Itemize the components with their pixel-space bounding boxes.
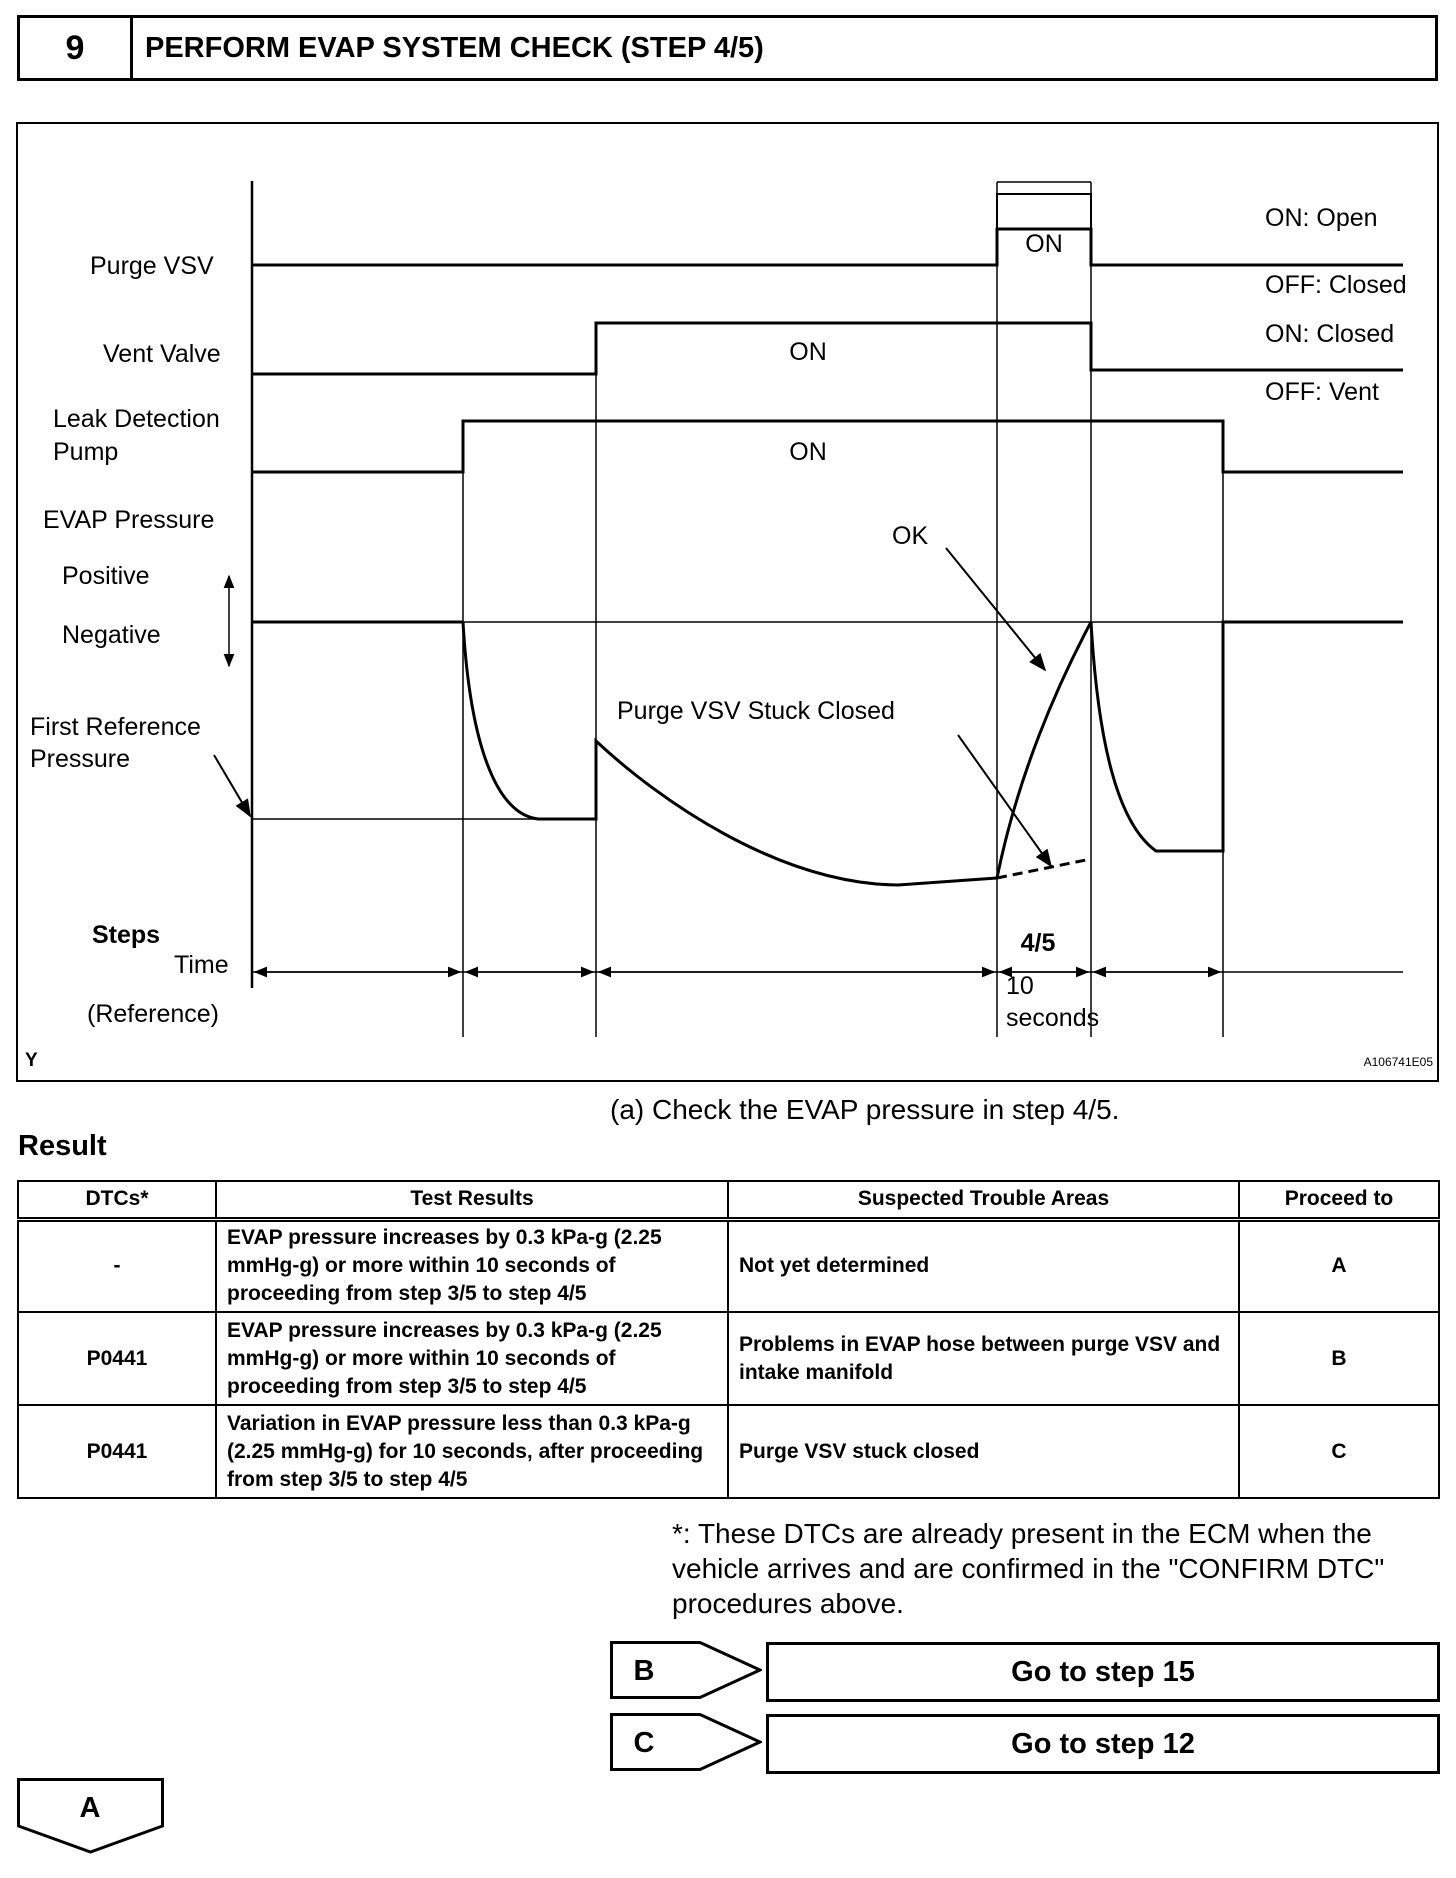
ok-pointer [946,548,1045,670]
label-leak-pump-2: Pump [53,438,119,466]
table-row [18,1405,1439,1498]
timing-diagram-svg [18,124,1441,1084]
label-positive: Positive [62,562,150,590]
result-table [17,1180,1440,1499]
proceed-c-letter: C [633,1727,655,1759]
duration-unit: seconds [1006,1004,1100,1032]
ok-pressure-rise [997,622,1091,878]
duration-value: 10 [1006,972,1034,1000]
go-to-step-12-button[interactable]: Go to step 12 [766,1714,1440,1774]
go-to-step-15-button[interactable]: Go to step 15 [766,1642,1440,1702]
proceed-a-chevron-icon[interactable] [17,1778,164,1854]
purge-on-label: ON [1025,230,1063,258]
table-header-row [18,1181,1439,1219]
dtc-footnote: *: These DTCs are already present in the ECM when the vehicle arrives and are confirmed in the "CONFIRM DTC" procedures above. [672,1518,1385,1619]
proceed-b-letter: B [633,1655,655,1687]
label-leak-pump-1: Leak Detection [53,405,220,433]
step-4-5-label: 4/5 [1020,929,1056,957]
evap-timing-diagram [16,122,1439,1082]
evap-pressure-curve [463,622,997,885]
evap-pressure-recovery [1091,622,1403,851]
purge-vsv-signal [252,229,1403,265]
label-vent-valve: Vent Valve [103,340,221,368]
label-purge-vsv: Purge VSV [90,252,214,280]
vent-on-label: ON [789,338,827,366]
legend-off-vent: OFF: Vent [1265,378,1379,406]
legend-on-closed: ON: Closed [1265,320,1395,348]
figure-id: A106741E05 [1363,1055,1433,1069]
stuck-closed-dashed [997,859,1091,878]
result-heading: Result [18,1130,107,1162]
header-test-results: Test Results [216,1181,728,1219]
proceed-c-chevron-icon[interactable] [610,1713,762,1771]
cell-trouble-area: Purge VSV stuck closed [728,1405,1239,1498]
pump-on-label: ON [789,438,827,466]
vent-valve-signal [252,323,1403,374]
leak-pump-signal [252,421,1403,472]
proceed-a-letter: A [79,1792,101,1824]
cell-trouble-area: Problems in EVAP hose between purge VSV and intake manifold [728,1312,1239,1405]
label-steps: Steps [92,921,161,949]
table-row [18,1312,1439,1405]
label-first-ref-2: Pressure [30,745,131,773]
purge-on-box [997,194,1091,229]
proceed-b-chevron-icon[interactable] [610,1641,762,1699]
label-reference: (Reference) [87,1000,219,1028]
cell-dtc: - [18,1219,216,1312]
ok-label: OK [892,522,929,550]
cell-test-result: EVAP pressure increases by 0.3 kPa-g (2.25 mmHg-g) or more within 10 seconds of proceeding from step 3/5 to step 4/5 [216,1312,728,1405]
step-title: PERFORM EVAP SYSTEM CHECK (STEP 4/5) [145,31,764,64]
header-dtcs: DTCs* [18,1181,216,1219]
step-number: 9 [20,18,133,78]
corner-letter: Y [25,1050,38,1071]
cell-test-result: EVAP pressure increases by 0.3 kPa-g (2.25 mmHg-g) or more within 10 seconds of proceeding from step 3/5 to step 4/5 [216,1219,728,1312]
cell-dtc: P0441 [18,1405,216,1498]
cell-proceed: A [1239,1219,1439,1312]
label-evap-pressure: EVAP Pressure [43,506,215,534]
label-time: Time [174,951,229,979]
cell-dtc: P0441 [18,1312,216,1405]
header-trouble-areas: Suspected Trouble Areas [728,1181,1239,1219]
label-first-ref-1: First Reference [30,713,201,741]
cell-trouble-area: Not yet determined [728,1219,1239,1312]
cell-test-result: Variation in EVAP pressure less than 0.3 kPa-g (2.25 mmHg-g) for 10 seconds, after proceeding from step 3/5 to step 4/5 [216,1405,728,1498]
cell-proceed: C [1239,1405,1439,1498]
table-row [18,1219,1439,1312]
first-reference-pointer [214,755,250,816]
step-header [17,15,1438,81]
header-proceed-to: Proceed to [1239,1181,1439,1219]
legend-on-open: ON: Open [1265,204,1378,232]
legend-off-closed: OFF: Closed [1265,271,1407,299]
label-negative: Negative [62,621,161,649]
cell-proceed: B [1239,1312,1439,1405]
figure-caption: (a) Check the EVAP pressure in step 4/5. [610,1094,1120,1125]
stuck-closed-label: Purge VSV Stuck Closed [617,697,895,725]
